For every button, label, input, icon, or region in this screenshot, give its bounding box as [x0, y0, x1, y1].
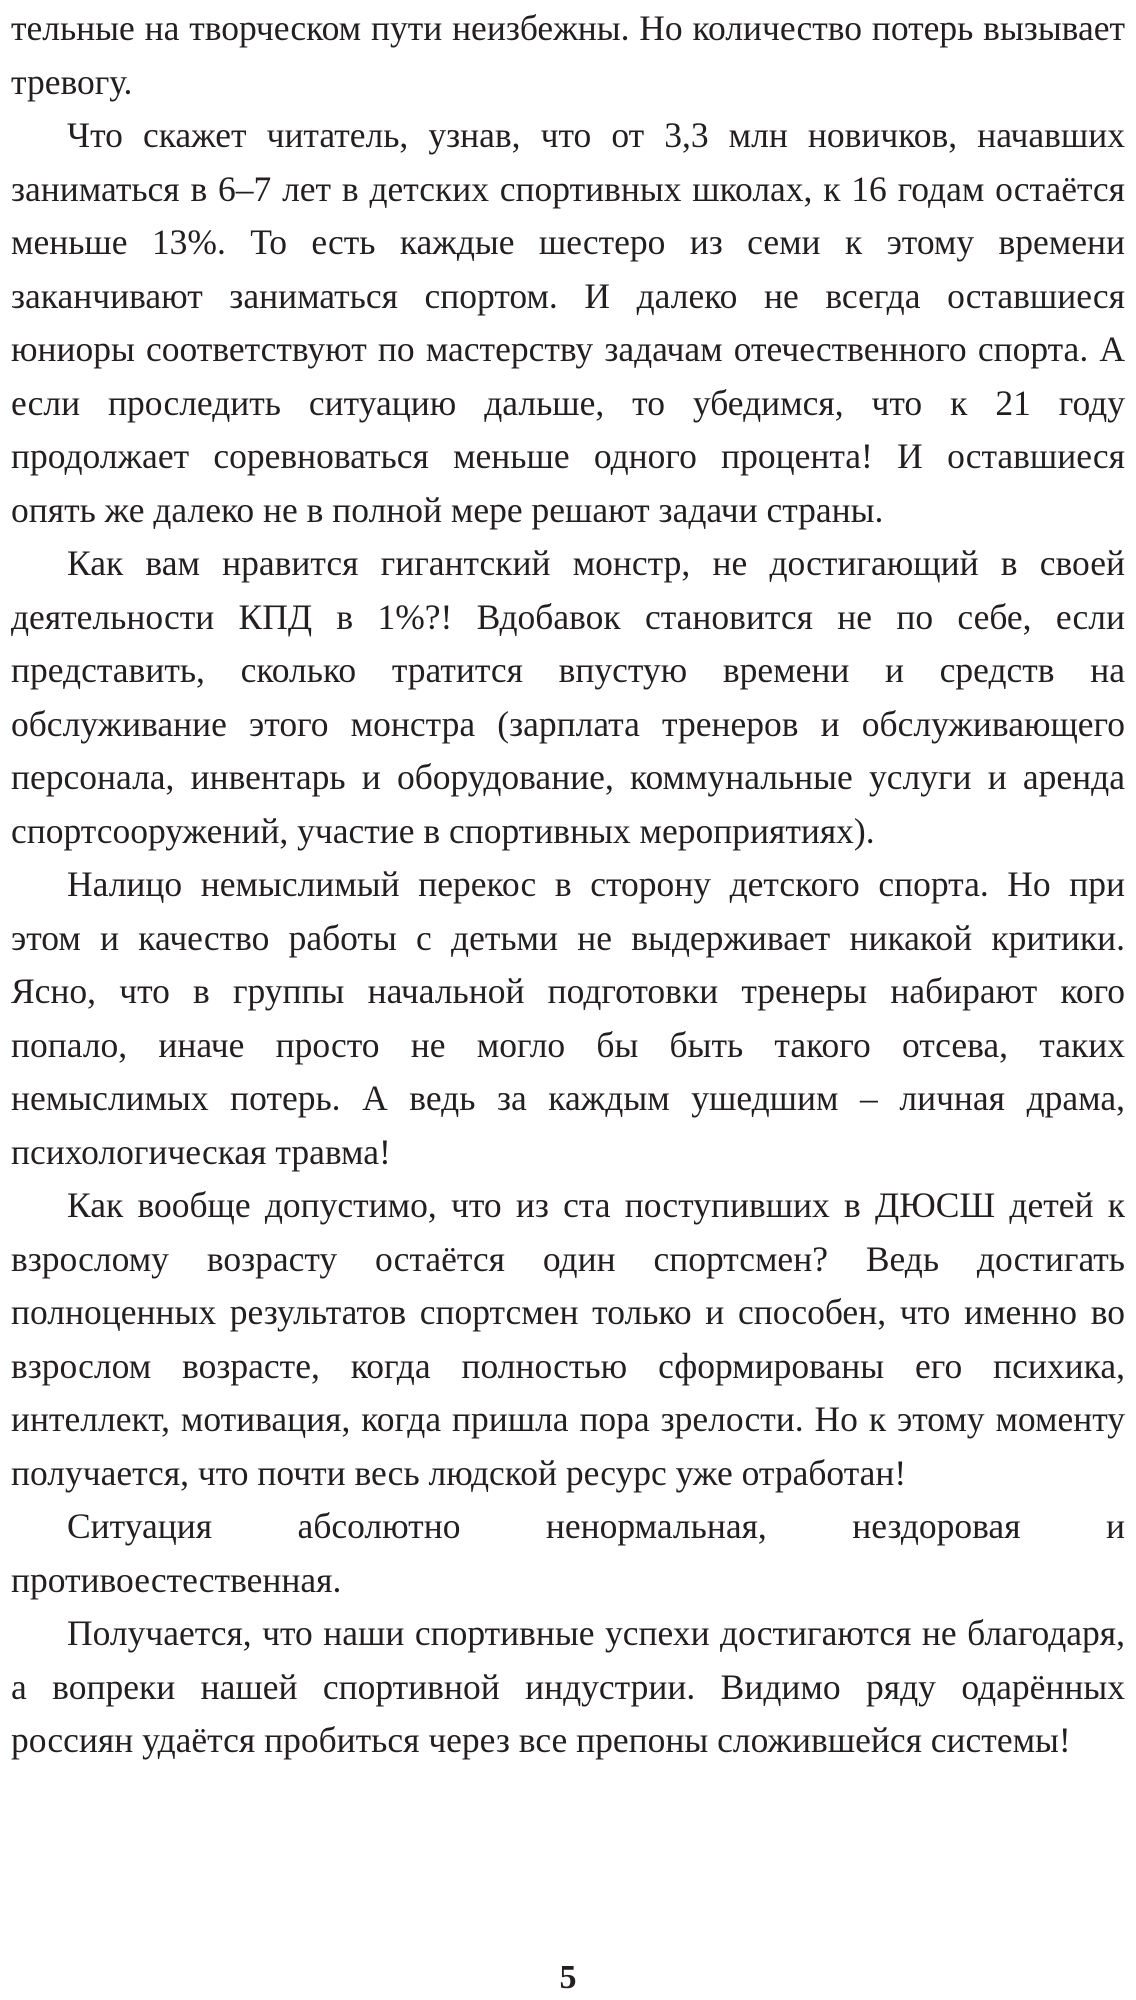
page-number: 5 — [559, 1959, 577, 1996]
paragraph-5: Как вообще допустимо, что из ста поступивших в ДЮСШ детей к взрослому возрасту остаётся один спортсмен? Ведь достигать полноценных результатов спортсмен только и способен, что именно во взрослом возрасте, когда полностью сформированы его психика, интеллект, мотивация, когда пришла пора зрелости. Но к этому моменту получается, что почти весь людской ресурс уже отработан! — [11, 1185, 1125, 1493]
paragraph-6: Ситуация абсолютно ненормальная, нездоровая и противоестественная. — [11, 1506, 1125, 1600]
paragraph-4: Налицо немыслимый перекос в сторону детского спорта. Но при этом и качество работы с детьми не выдерживает никакой критики. Ясно, что в группы начальной подготовки тренеры набирают кого попало, иначе просто не могло бы быть такого отсева, таких немыслимых потерь. А ведь за каждым ушедшим – личная драма, психологическая травма! — [11, 864, 1125, 1172]
paragraph-1: тельные на творческом пути неизбежны. Но количество потерь вызывает тревогу. — [11, 8, 1125, 102]
paragraph-7: Получается, что наши спортивные успехи достигаются не благодаря, а вопреки нашей спортивной индустрии. Видимо ряду одарённых россиян удаётся пробиться через все препоны сложившейся системы! — [11, 1613, 1125, 1760]
paragraph-3: Как вам нравится гигантский монстр, не достигающий в своей деятельности КПД в 1%?! Вдобавок становится не по себе, если представить, сколько тратится впустую времени и средств на обслуживание этого монстра (зарплата тренеров и обслуживающего персонала, инвентарь и оборудование, коммунальные услуги и аренда спортсооружений, участие в спортивных мероприятиях). — [11, 543, 1125, 851]
document-page — [11, 0, 1125, 2000]
body-text — [11, 2, 1125, 1768]
paragraph-2: Что скажет читатель, узнав, что от 3,3 млн новичков, начавших заниматься в 6–7 лет в детских спортивных школах, к 16 годам остаётся меньше 13%. То есть каждые шестеро из семи к этому времени заканчивают заниматься спортом. И далеко не всегда оставшиеся юниоры соответствуют по мастерству задачам отечественного спорта. А если проследить ситуацию дальше, то убедимся, что к 21 году продолжает соревноваться меньше одного процента! И оставшиеся опять же далеко не в полной мере решают задачи страны. — [11, 115, 1125, 530]
